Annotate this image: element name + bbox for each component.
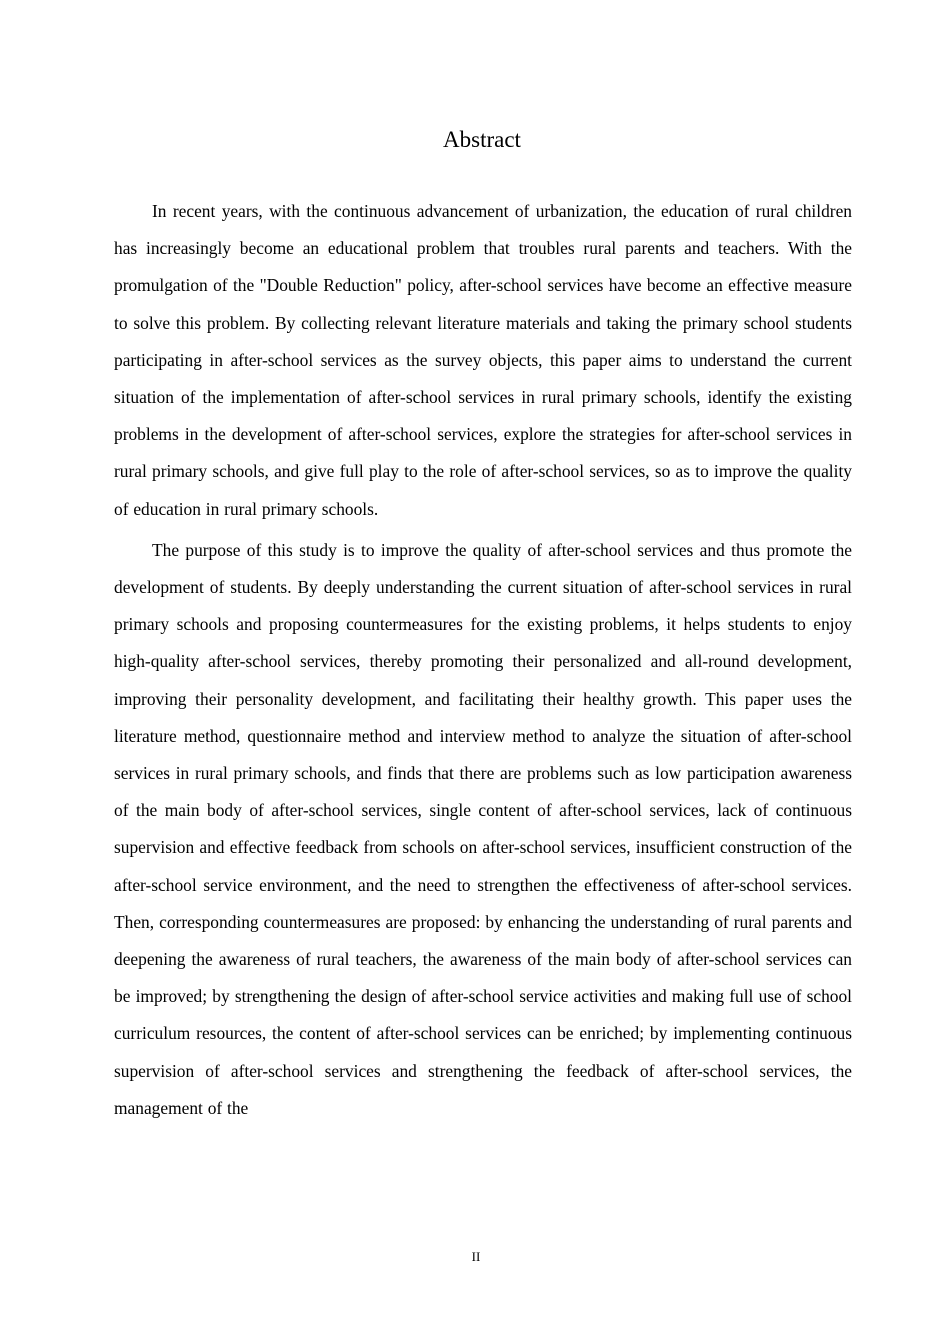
abstract-paragraph-1: In recent years, with the continuous advancement of urbanization, the education of rural children has increasingly become an educational problem that troubles rural parents and teachers. With the promulgation of the "Double Reduction" policy, after-school services have become an effective measure to solve this problem. By collecting relevant literature materials and taking the primary school students participating in after-school services as the survey objects, this paper aims to understand the current situation of the implementation of after-school services in rural primary schools, identify the existing problems in the development of after-school services, explore the strategies for after-school services in rural primary schools, and give full play to the role of after-school services, so as to improve the quality of education in rural primary schools. xyxy=(114,201,852,519)
abstract-title: Abstract xyxy=(443,127,521,152)
abstract-body xyxy=(114,193,852,1131)
page-number: II xyxy=(471,1249,481,1264)
abstract-paragraph-2: The purpose of this study is to improve the quality of after-school services and thus promote the development of students. By deeply understanding the current situation of after-school services in rural primary schools and proposing countermeasures for the existing problems, it helps students to enjoy high-quality after-school services, thereby promoting their personalized and all-round development, improving their personality development, and facilitating their healthy growth. This paper uses the literature method, questionnaire method and interview method to analyze the situation of after-school services in rural primary schools, and finds that there are problems such as low participation awareness of the main body of after-school services, single content of after-school services, lack of continuous supervision and effective feedback from schools on after-school services, insufficient construction of the after-school service environment, and the need to strengthen the effectiveness of after-school services. Then, corresponding countermeasures are proposed: by enhancing the understanding of rural parents and deepening the awareness of rural teachers, the awareness of the main body of after-school services can be improved; by strengthening the design of after-school service activities and making full use of school curriculum resources, the content of after-school services can be enriched; by implementing continuous supervision of after-school services and strengthening the feedback of after-school services, the management of the xyxy=(114,539,852,1118)
